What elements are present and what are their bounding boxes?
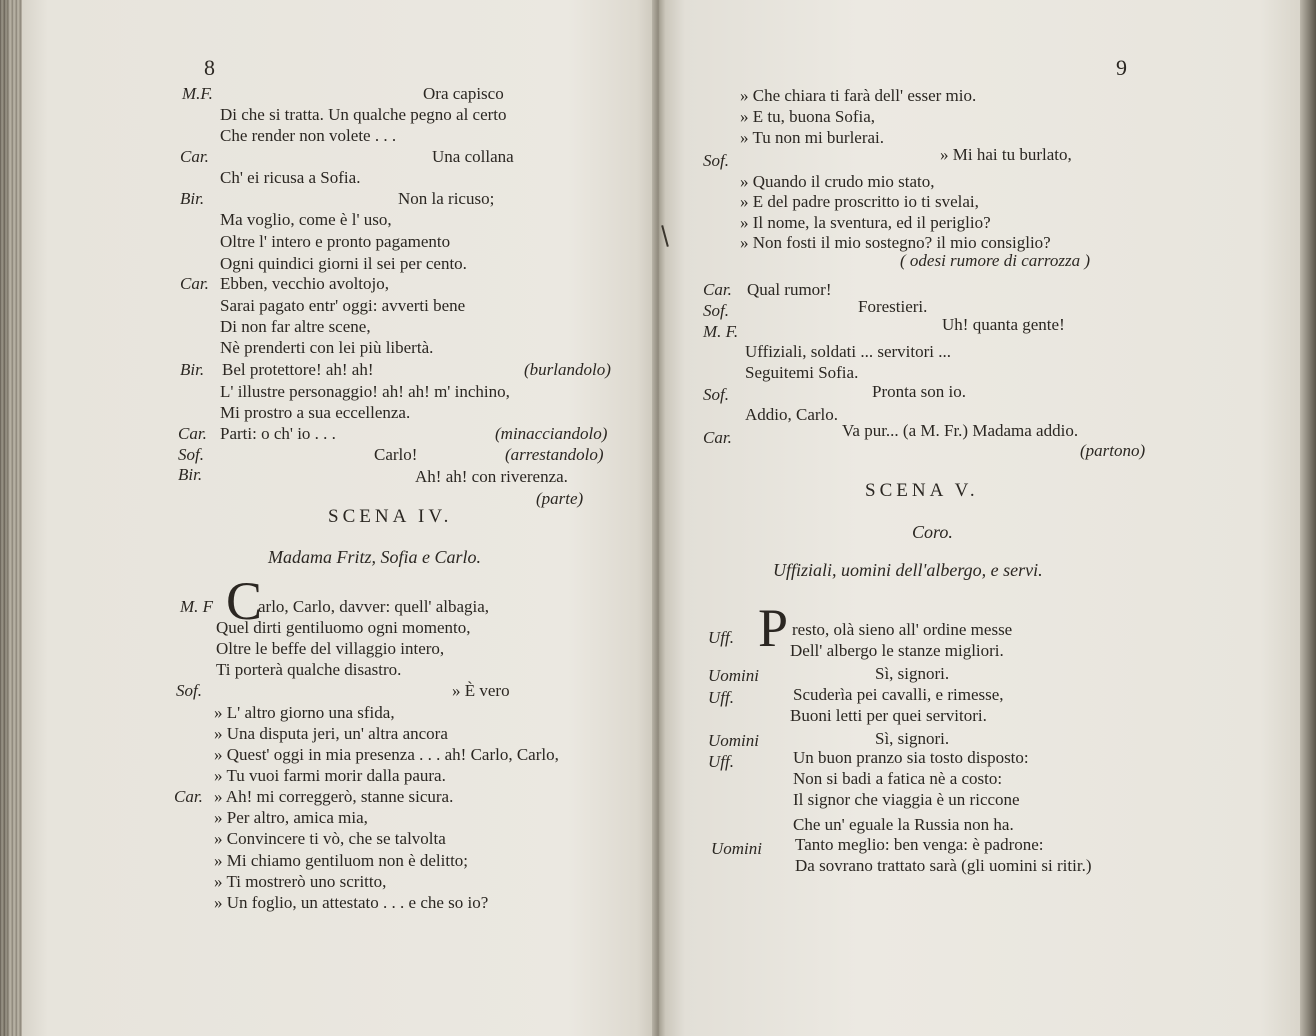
text-line: Bel protettore! ah! ah! — [222, 360, 374, 379]
page-number-left: 8 — [204, 55, 215, 80]
text-line: Sarai pagato entr' oggi: avverti bene — [220, 296, 466, 315]
drop-cap-left: C — [226, 571, 263, 631]
text-line: Forestieri. — [858, 297, 928, 316]
speaker-or-stage-direction: M.F. — [182, 84, 213, 103]
text-line: Scuderìa pei cavalli, e rimesse, — [793, 685, 1004, 704]
text-line: Dell' albergo le stanze migliori. — [790, 641, 1004, 660]
text-line: Non la ricuso; — [398, 189, 495, 208]
text-line: » È vero — [452, 681, 510, 700]
text-line: Di che si tratta. Un qualche pegno al certo — [220, 105, 507, 124]
speaker-or-stage-direction: Sof. — [703, 151, 729, 170]
text-line: Addio, Carlo. — [745, 405, 839, 424]
text-line: Pronta son io. — [872, 382, 966, 401]
text-line: » Il nome, la sventura, ed il periglio? — [740, 213, 991, 232]
text-line: L' illustre personaggio! ah! ah! m' inchino, — [220, 382, 510, 401]
text-line: » Una disputa jeri, un' altra ancora — [214, 724, 448, 743]
right-page-edge — [1300, 0, 1316, 1036]
text-line: » Che chiara ti farà dell' esser mio. — [740, 86, 977, 105]
text-line: Che render non volete . . . — [220, 126, 397, 145]
speaker-or-stage-direction: (burlandolo) — [524, 360, 611, 379]
text-line: » L' altro giorno una sfida, — [214, 703, 395, 722]
text-line: resto, olà sieno all' ordine messe — [792, 620, 1013, 639]
speaker-or-stage-direction: Car. — [180, 274, 209, 293]
speaker-or-stage-direction: Car. — [703, 280, 732, 299]
text-line: Qual rumor! — [747, 280, 832, 299]
text-line: Oltre le beffe del villaggio intero, — [216, 639, 445, 658]
speaker-or-stage-direction: Sof. — [703, 301, 729, 320]
speaker-or-stage-direction: Uff. — [708, 688, 734, 707]
speaker-or-stage-direction: Uomini — [711, 839, 762, 858]
speaker-or-stage-direction: Car. — [703, 428, 732, 447]
scene-title-right: SCENA V. — [865, 480, 979, 501]
text-line: Non si badi a fatica nè a costo: — [793, 769, 1003, 788]
speaker-or-stage-direction: Uff. — [708, 628, 734, 647]
speaker-or-stage-direction: Bir. — [180, 360, 205, 379]
text-line: Carlo! — [374, 445, 418, 464]
speaker-or-stage-direction: Uomini — [708, 731, 759, 750]
text-line: » Quando il crudo mio stato, — [740, 172, 935, 191]
speaker-or-stage-direction: Bir. — [180, 189, 205, 208]
text-line: » Quest' oggi in mia presenza . . . ah! Carlo, Carlo, — [214, 745, 559, 764]
text-line: Un buon pranzo sia tosto disposto: — [793, 748, 1029, 767]
text-line: Nè prenderti con lei più libertà. — [220, 338, 434, 357]
text-line: » E tu, buona Sofia, — [740, 107, 876, 126]
text-line: Una collana — [432, 147, 514, 166]
speaker-or-stage-direction: ( odesi rumore di carrozza ) — [900, 251, 1090, 270]
text-line: Seguitemi Sofia. — [745, 363, 859, 382]
text-line: » Non fosti il mio sostegno? il mio consiglio? — [740, 233, 1051, 252]
speaker-or-stage-direction: (minacciandolo) — [495, 424, 608, 443]
text-line: » Mi hai tu burlato, — [940, 145, 1072, 164]
scene-characters-left: Madama Fritz, Sofia e Carlo. — [268, 547, 482, 567]
text-line: Mi prostro a sua eccellenza. — [220, 403, 411, 422]
text-line: arlo, Carlo, davver: quell' albagia, — [258, 597, 490, 616]
speaker-or-stage-direction: Uff. — [708, 752, 734, 771]
speaker-or-stage-direction: Bir. — [178, 465, 203, 484]
speaker-or-stage-direction: Car. — [178, 424, 207, 443]
chorus-label: Coro. — [912, 522, 953, 542]
text-line: Va pur... (a M. Fr.) Madama addio. — [842, 421, 1079, 440]
scene-title-left: SCENA IV. — [328, 506, 453, 527]
text-line: Ora capisco — [423, 84, 504, 103]
text-line: Di non far altre scene, — [220, 317, 371, 336]
speaker-or-stage-direction: (arrestandolo) — [505, 445, 604, 464]
text-line: Ch' ei ricusa a Sofia. — [220, 168, 361, 187]
text-line: Ah! ah! con riverenza. — [415, 467, 568, 486]
text-line: » Mi chiamo gentiluom non è delitto; — [214, 851, 469, 870]
text-line: » E del padre proscritto io ti svelai, — [740, 192, 979, 211]
text-line: Ebben, vecchio avoltojo, — [220, 274, 390, 293]
speaker-or-stage-direction: Sof. — [176, 681, 202, 700]
speaker-or-stage-direction: Car. — [180, 147, 209, 166]
text-line: Ti porterà qualche disastro. — [216, 660, 402, 679]
left-page-edges — [0, 0, 22, 1036]
text-line: Uffiziali, soldati ... servitori ... — [745, 342, 952, 361]
text-line: Tanto meglio: ben venga: è padrone: — [795, 835, 1044, 854]
text-line: » Tu vuoi farmi morir dalla paura. — [214, 766, 446, 785]
text-line: Buoni letti per quei servitori. — [790, 706, 987, 725]
speaker-or-stage-direction: Sof. — [703, 385, 729, 404]
text-line: Sì, signori. — [875, 729, 950, 748]
drop-cap-right: P — [758, 598, 789, 658]
speaker-or-stage-direction: Sof. — [178, 445, 204, 464]
text-line: Sì, signori. — [875, 664, 950, 683]
text-line: Ma voglio, come è l' uso, — [220, 210, 392, 229]
text-line: Uh! quanta gente! — [942, 315, 1065, 334]
text-line: » Ti mostrerò uno scritto, — [214, 872, 387, 891]
text-line: Oltre l' intero e pronto pagamento — [220, 232, 451, 251]
text-line: Da sovrano trattato sarà (gli uomini si ritir.) — [795, 856, 1092, 875]
text-line: » Convincere ti vò, che se talvolta — [214, 829, 446, 848]
page-number-right: 9 — [1116, 55, 1127, 80]
text-line: » Ah! mi correggerò, stanne sicura. — [214, 787, 454, 806]
speaker-or-stage-direction: M. F — [180, 597, 214, 616]
text-line: Ogni quindici giorni il sei per cento. — [220, 254, 467, 273]
speaker-or-stage-direction: (partono) — [1080, 441, 1146, 460]
text-line: Il signor che viaggia è un riccone — [793, 790, 1020, 809]
text-line: » Per altro, amica mia, — [214, 808, 368, 827]
speaker-or-stage-direction: (parte) — [536, 489, 584, 508]
scene-characters-right: Uffiziali, uomini dell'albergo, e servi. — [773, 560, 1043, 580]
text-line: Parti: o ch' io . . . — [220, 424, 336, 443]
text-line: » Tu non mi burlerai. — [740, 128, 885, 147]
speaker-or-stage-direction: M. F. — [703, 322, 739, 341]
book-gutter — [652, 0, 666, 1036]
speaker-or-stage-direction: Uomini — [708, 666, 759, 685]
speaker-or-stage-direction: Car. — [174, 787, 203, 806]
text-line: Che un' eguale la Russia non ha. — [793, 815, 1014, 834]
text-line: Quel dirti gentiluomo ogni momento, — [216, 618, 471, 637]
text-line: » Un foglio, un attestato . . . e che so io? — [214, 893, 489, 912]
